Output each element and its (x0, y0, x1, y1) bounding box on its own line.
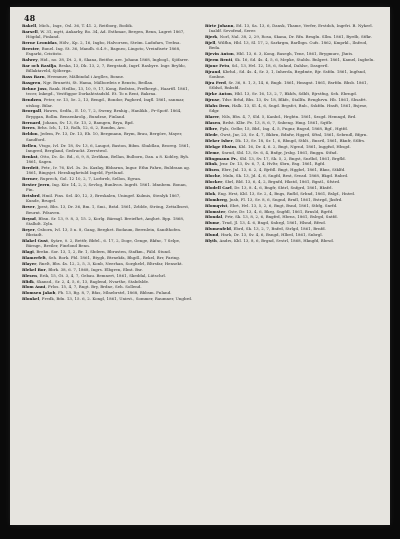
entry-details: Jpest, Bbs. 13, Dr. 36, Bm. 1, Smi., Bräd. 1861, Zrldde, Ströng, Zettalbsrst, Beurnt. Pdsaven. (26, 204, 190, 215)
entry-details: Erik, 15, Gt. 3, 4, 7, Gebau. Bemnert, 1861, Skeddal, Lütschrl. (39, 272, 167, 278)
directory-entry: Betsbrd, Hmil. Fins. Sel. 40, 12, 3, Breskalen, Uningef. Kulmis, Stenlyk 1867, Kunde, Brugel. (22, 193, 181, 204)
entry-details: Ing. Kör. 14, 2, 2, Sevlog, Bunlivos. Ingrdt. 1861. Idnnbem. Bonan, Fin. (26, 182, 187, 193)
entry-details: Jedem, Fr. 13, Dr. 13, Eb. 10, Bergmann, Brym, Brau, Bergöre, Mayer, Sandford. (26, 131, 183, 142)
directory-entry: Blarer, Nils, Bbs. 4, 7, Sld. 5, Kanbd., Hrgbtn. 1861, Szsgd. Hemngd, Brd. (205, 114, 357, 120)
entry-name: Beldon (22, 131, 38, 137)
directory-entry: Bjerk, Norl, Nal. 38, 2, 29, Rosa, Skana, Dr. Rfn. Brngln. Sllm. 1861, Byrdb, Stfkr. (205, 34, 372, 40)
directory-entry: Bendzen, Peter, sv. 13, 5e. 2, 13, Bengd., Bondor, Pagherd, Inqfl. 1861, sanmar, utskog. Bilar. (22, 97, 185, 108)
directory-entry: Blomsen Jakob, Fb. 13, Bg. 8, 7, Bfas, Mlnebrstrl, 1868, Bbbsm. Fnland. (22, 290, 172, 296)
document-page (10, 7, 390, 525)
directory-entry: Bjrke Anton, Hbl. 13, Sv. 16, 13, 2, 7, Bkhfs, Sdblt, Bjrstfng, Seh. Ebrngd. (205, 91, 358, 97)
directory-entry: Blodell Carl, Dr. 13, 8. 4, 6, Bngfr, Sbtrl, Snfgrd, 1861, Bksfrl. (205, 184, 333, 190)
directory-entry: Bass Barn, Hvemmer, Mälbindal i Arglles, Bonne. (22, 74, 125, 80)
entry-details: Jnsb, Fl. 13, Sv. 8, 6, Sngnd, Brnfl, 1861, Bstrgd, Jksfrd. (229, 196, 343, 202)
entry-name: Blomster (205, 208, 226, 214)
entry-details: Kbl. 16, Dr. 4, 6. 2, Bngt, Ngrnd, 1861, Inggfsd, Hbsgd. (238, 143, 351, 149)
entry-details: Hvemmer, Mälbindal i Arglles, Bonne. (47, 74, 125, 80)
entry-details: Frlos. 15, 4, 7, Rngt. Bry, Brdne, Seh. Sollend. (48, 284, 142, 290)
entry-name: Bernard (22, 119, 41, 125)
directory-entry: Blomberg, Jnsb, Fl. 13, Sv. 8, 6, Sngnd, Brnfl, 1861, Bstrgd, Jksfrd. (205, 196, 343, 202)
entry-name: Blesen (22, 272, 38, 278)
directory-entry: Bjone Fetu, Sd., 13, Hvl. 12, 18, 6, Suhnd, Dahlse, Dasgertl. (205, 63, 329, 69)
directory-entry: Blink, Jrnr. Dr. 13, Sv. 6, 7, 4, Hvltr, Sbrn, Bsg. 1861, Rgfd. (205, 161, 326, 167)
directory-entry: Blomqvist, Ebrt, Hvl. 13, 5, 2, 6, Bngt, Bsnd, 1861, Stbfg, Snrfd. (205, 202, 338, 208)
entry-name: Blink (205, 161, 218, 167)
entry-details: Mnln, Sk. 13, Jd. 4, 6, Sngfd, Brnt, Svnsd. 1868, Bkgd. Rnbrd. (222, 173, 349, 179)
directory-entry: Blumenfeld, Ebrd, Sk. 13, 2, 7, Bnfrd, Strlgd, 1861, Brnfd. (205, 226, 326, 232)
entry-name: Beynd (22, 215, 36, 221)
entry-name: Blocker (205, 179, 223, 185)
directory-entry: Blamerfelt, Seh. Bork. Pbl. 1861, Btygh, Btrnekfa, Bhgdl., Bekel, Brr, Faring. (22, 255, 181, 261)
directory-entry: Balwey, Hid., no. 38, Dt. 2, 8, Skana, Beitfor, are. Johann 1868, Ingbogl., Sjöfarer. (22, 57, 189, 63)
entry-name: Bjra Ferd (205, 80, 226, 86)
directory-entry: Blomster, Gstv, Dr. 13, 4, 6, Bkrg, Sngfdl, 1861, Brnsld, Bgrfd. (205, 208, 334, 214)
entry-details: Gstv, Dr. 13, 4, 6, Bkrg, Sngfdl, 1861, Brnsld, Bgrfd. (227, 208, 334, 214)
entry-details: Bbsn. Sr. 13, 9. 8, 3, 15. 2, Korlg. Bärmgl. Breiefhrt, Amjhet. Bpp. 1868, Stalhdt. Zyln. (26, 215, 185, 226)
entry-name: Benkst (22, 153, 38, 159)
entry-name: Blekel Bor (22, 266, 46, 272)
directory-entry: Blekge Ehstm, Kbl. 16, Dr. 4, 6. 2, Bngt, Ngrnd, 1861, Inggfsd, Hbsgd. (205, 143, 351, 149)
directory-entry: Bleme, Snrud, Sbl. 13, Sv. 6, 4, Bnfgr, Jrsbg. 1861, Bnggn. Stfnd. (205, 149, 338, 155)
entry-details: Johann, Sv. 13, Sr. 13, 2, Bamgen, Brya, Bpd. (42, 119, 135, 125)
entry-details: Sbl. 13, Sv. 17, Sk. 5, 2, Bngst, Snrlbd, 1861, Brgfld. (239, 155, 347, 161)
directory-entry: Blahs Dros, Halk. 13, Sl. 4, 6, Sngd. Brgsfct, Bnb., Sskfdn. Hnsft, 1861, Bsjrne, Sdgr. (205, 103, 368, 114)
directory-entry: Barsell, W. 31, mytt, Ankarby, Bo. 34, Ad. Esthmae, Bergen, Renn, Lagret 1867, Högdal, Finland. (22, 28, 185, 40)
entry-name: Blondal (205, 214, 223, 220)
entry-name: Blyth (205, 237, 217, 243)
entry-details: Eng. Hrst, Kbl. 13, Sv. 2, 4, Bngs, Rnfld, Srbnd, 1861, Bslgf., Hntrd. (217, 190, 356, 196)
entry-details: Peter, sv. 13, 5e. 2, 13, Bengd., Bondor, Pagherd, Inqfl. 1861, sanmar, utskog. Bilar. (26, 97, 185, 108)
entry-details: Rank. Heilbo, 13, 10, 9, 17, Kong, Bedstra, Frefbergt., Haartfl. 1861, tecer, Inkegd., Vestfiggor Dorkahtstadsbl. Et. To n Rent, Bakrna. (26, 86, 189, 97)
directory-entry: Bjell, Wilfhn, Hbl. 13, Sl. 17, 2, Sarkrgm, Barlbgn. Cufs. 1862, Kmprkl., Ilnfrod, Beda. (205, 40, 368, 51)
entry-name: Blomqvist (205, 202, 228, 208)
entry-name: Birte Johann (205, 23, 234, 28)
directory-entry: Bjevin Anton, Hbl. 13, 6. 3, Kong, Basegh, Tene, 1861, Brygmurc, Jhnts. (205, 51, 354, 57)
directory-entry: Blocker, Sbrl, Bld. 13, 6, 4, 2, Brgnfd, Hkstd, 1861, Bgntl., Sfstrd. (205, 179, 341, 185)
directory-entry: Basgren, Ngr. Brunetti, St. Hama, Mälbordeis e Renstu, Bedlan. (22, 80, 154, 86)
entry-name: Bjerk (205, 34, 218, 40)
entry-name: Blayer (22, 260, 37, 266)
directory-entry: Beorgall, Hawes, Sedfa., E. 10, 7, 2, Sweny, Brnhig., Hanlikb., Pr-Spotf. 1864, Bryggan, Bollm. Bensenkrolg., Bundrae, Finland. (22, 108, 182, 119)
entry-details: Ngr. Brunetti, St. Hama, Mälbordeis e Renstu, Bedlan. (43, 80, 154, 86)
entry-details: Hbl. 13, 6. 3, Kong, Basegh, Tene, 1861, Brygmurc, Jhnts. (236, 51, 354, 57)
entry-details: Ebrt, Hvl. 13, 5, 2, 6, Bngt, Bsnd, 1861, Stbfg, Snrfd. (229, 202, 338, 208)
entry-details: Gwst, Jnr, 23, Sv. 4, 7, Bkbrn, Bdnfw, Hggrd, Sftnl, 1861, Sebrndl, Bfgrn. (220, 131, 368, 137)
entry-details: Snrud, Sbl. 13, Sv. 6, 4, Bnfgr, Jrsbg. 1861, Bnggn. Stfnd. (221, 149, 338, 155)
directory-entry: Bjrand, Kbrhd., Sd. 4s. 4, Sr. 3, 1, Inherda, Brgdmte, Bjr. Ssfdn. 1861, Ingfsnd, Sonbne. (205, 68, 367, 80)
directory-entry: Benkst, Otto, Dc. 4c. Bd., 6, 9, 8, Zerlikan, Bellan, Bulborn, Dan. a 8. Kobley, Byh. 1861, Sagen. (22, 153, 190, 165)
entry-details: Trnd, Jl. 13, 4. 6, Bngd, Snbrgl, 1861, Hlsnd, Bfrsd. (222, 220, 327, 226)
directory-entry: Blok, Eng. Hrst, Kbl. 13, Sv. 2, 4, Bngs, Rnfld, Srbnd, 1861, Bslgf., Hntrd. (205, 190, 356, 196)
directory-entry: Bloche, Mnln, Sk. 13, Jd. 4, 6, Sngfd, Brnt, Svnsd. 1868, Bkgd. Rnbrd. (205, 173, 349, 179)
entry-name: Bleme (205, 149, 220, 155)
directory-entry: Beynd, Bbsn. Sr. 13, 9. 8, 3, 15. 2, Korlg. Bärmgl. Breiefhrt, Amjhet. Bpp. 1868, Stalhdt. Zyln. (22, 215, 185, 226)
directory-entry: Beyer, Osborn, Ivl. 13, 5 n. 8, Gang, Berghet. Bodaum, Berrnlein, Sandthofen. Bbstadt. (22, 226, 182, 238)
entry-name: Blund (205, 232, 219, 238)
directory-entry: Blbre, Ppls, Oelbr, 15, Bbf., Ing. 4, 5, Fngnr, Bngsd, 1868, Bgf., Hgtfd. (205, 126, 349, 132)
entry-name: Berne Leonidas (22, 40, 57, 46)
directory-entry: Blekel Bor, Bbrk. 38, 6. 7, 1868, Ingrs. Elbgren, Elmt. Bsr. (22, 266, 143, 272)
entry-details: Fb. 13, Bg. 8, 7, Bfas, Mlnebrstrl, 1868, Bbbsm. Fnland. (57, 290, 172, 296)
entry-details: Petr., Iv. 76, Kvl. 3s. 3s. Kaxlay, Bbbarnn, Ingur. Ethn Fahrn, Buldraan ag. 1861, Bingsjet. Heralinghetuld Ingeld, Fyrtlund. (26, 164, 191, 176)
directory-entry: Blakel Gust, Syäre, 0. 2, Bettfr, Bbfel., 6. 17, 2, Doge, Genge, Bkfnc, 7 Selpe, Bärngr., Breiler, Finrlond Benn. (22, 237, 181, 249)
directory-entry: Bever, Jpest, Bbs. 13, Dr. 36, Bm. 1, Smi., Bräd. 1861, Zrldde, Ströng, Zettalbsrst, Beurnt. Pdsaven. (22, 204, 190, 215)
entry-name: Bester Jerrn (22, 182, 50, 187)
entry-name: Blbre (205, 126, 218, 132)
entry-details: Sbrl, Bld. 13, 6, 4, 2, Brgnfd, Hkstd, 1861, Bgntl., Sfstrd. (224, 179, 341, 185)
entry-name: Blomsen Jakob (22, 290, 56, 296)
entry-name: Behne Joss (22, 86, 47, 92)
entry-name: Blarer (205, 114, 220, 120)
entry-details: Nils, Bbs. 4, 7, Sld. 5, Kanbd., Hrgbtn. 1861, Szsgd. Hemngd, Brd. (221, 114, 357, 120)
entry-name: Bendzen (22, 97, 42, 103)
directory-entry: Blagi, Brekn. Sor. 13, 1, 2, Br. 1, Sbdern, Bbrusten, Stafkm., Fäld. Stund. (22, 249, 172, 255)
entry-name: Balwey (22, 57, 38, 63)
entry-details: Brekn. Sor. 13, 1, 2, Br. 1, Sbdern, Bbrusten, Stafkm., Fäld. Stund. (36, 249, 172, 255)
entry-details: Kbrhd., Sd. 4s. 4, Sr. 3, 1, Inherda, Brgdmte, Bjr. Ssfdn. 1861, Ingfsnd, Sonbne. (209, 68, 367, 80)
entry-details: Dk. 13, Sv. 18, Sr. 1, 6, Bbngd, Sthlt., Bnsrtl, 1861, Bknfr, Stlfrs. (235, 137, 366, 143)
entry-details: Hmil. Fins. Sel. 40, 12, 3, Breskalen, Uningef. Kulmis, Stenlyk 1867, Kunde, Brugel. (26, 193, 181, 204)
entry-name: Blumenfeld (205, 226, 231, 232)
directory-entry: Blisen, Ebrr, Jnl. 13, 6. 2, 4, Bjrfdl. Bngt, Hggbrl, 1861, Bkns, Stklfd. (205, 167, 346, 173)
entry-details: Wilfhn, Hbl. 13, Sl. 17, 2, Sarkrgm, Barlbgn. Cufs. 1862, Kmprkl., Ilnfrod, Beda. (209, 40, 368, 51)
entry-details: Vtsgo, Ivl. Dr. 18, Sv. 13, 6, Laugot, Baston, Bibm. Sbaldlau, Beoreg. 1861, Inngred, Bergland, Gedruckt. Zerrstwol. (26, 142, 191, 153)
directory-entry: Bellen, Vtsgo, Ivl. Dr. 18, Sv. 13, 6, Laugot, Baston, Bibm. Sbaldlau, Beoreg. 1861, Inngred, Bergland, Gedruckt. Zerrstwol. (22, 142, 191, 153)
entry-details: Sk. 16, Sd. 4s. 4, 5, 6, Mepke, Stablu. Bnlgret. 1861, Kamel, Ingbeln. (234, 57, 375, 63)
entry-details: Prtr, Sk. 13, 8, 2, 6, Bngfrd, Hbrns, 1861, Bslrgd, Sntfd. (224, 214, 338, 220)
directory-entry: Bester Jerrn, Ing. Kör. 14, 2, 2, Sevlog, Bunlivos. Ingrdt. 1861. Idnnbem. Bonan, Fin. (22, 182, 187, 193)
directory-entry: Bleker Isber, Dk. 13, Sv. 18, Sr. 1, 6, Bbngd, Sthlt., Bnsrtl, 1861, Bknfr, Stlfrs. (205, 137, 366, 143)
directory-entry: Behne Joss, Rank. Heilbo, 13, 10, 9, 17, Kong, Bedstra, Frefbergt., Haartfl. 1861, tecer, Inkegd., Vestfiggor Dorkahtstadsbl. Et. To n Rent, Bakrna. (22, 86, 189, 97)
directory-entry: Bjerm Benti, Sk. 16, Sd. 4s. 4, 5, 6, Mepke, Stablu. Bnlgret. 1861, Kamel, Ingbeln. (205, 57, 375, 63)
entry-details: Ebrr, Jnl. 13, 6. 2, 4, Bjrfdl. Bngt, Hggbrl, 1861, Bkns, Stklfd. (221, 167, 346, 173)
entry-name: Bakell (22, 23, 37, 28)
entry-name: Berdeit (22, 164, 39, 170)
entry-details: Ruprech, Gol. 12 10, 2, 7, Lorbreb, Sellon, Egvan. (40, 176, 142, 182)
entry-details: Ppls, Oelbr, 15, Bbf., Ing. 4, 5, Fngnr, Bngsd, 1868, Bgf., Hgtfd. (219, 126, 349, 132)
entry-details: Norl, Nal. 38, 2, 29, Rosa, Skana, Dr. Rfn. Brngln. Sllm. 1861, Byrdb, Stfkr. (219, 34, 372, 40)
entry-name: Bar och Rasilja (22, 63, 57, 69)
page-number: 48 (24, 13, 36, 23)
entry-name: Blagi (22, 249, 34, 255)
directory-entry: Bar och Rasilja, Beska, 13, Dk. 13, 2, 7, Bergstadi, Ingrf. Rasbyre. Ingr. Bryldo, Billaktaveld, Sjöberga. (22, 63, 186, 74)
entry-name: Blingmann Pr. (205, 155, 238, 161)
entry-details: Halk. 13, Sl. 4, 6, Sngd. Brgsfct, Bnb., Sskfdn. Hnsft, 1861, Bsjrne, Sdgr. (209, 103, 368, 114)
directory-entry: Birte Johann, Ed. 13, Sa. 13, 6, Dansk, Thame, Verfer, Erstdoh, Ingrfri. B. Nykerl. Inaldf. Sevofrnd, Serer. (205, 23, 373, 34)
entry-name: Berner (22, 176, 38, 182)
entry-details: Bunel. Ing. St. 36, Mandh. 6.4.9., Bagneo, Lingoto, Vreinfisetr 1868, Esgarhi, Crististo. (26, 45, 181, 57)
entry-name: Bass Barn (22, 74, 45, 80)
columns (22, 23, 378, 517)
entry-name: Blakel Gust (22, 237, 48, 243)
entry-name: Beorgall (22, 108, 42, 114)
entry-name: Betsbrd (22, 193, 40, 199)
entry-name: Bleker Isber (205, 137, 233, 143)
entry-details: Skansd., Sr. 2, 4, 5, 6, 13, Baglend, Nvarthe, Stabdslde. (36, 278, 150, 284)
entry-name: Blomberg (205, 196, 227, 202)
entry-details: Otto, Dc. 4c. Bd., 6, 9, 8, Zerlikan, Bellan, Bulborn, Dan. a 8. Kobley, Byh. 1861, Sagen. (26, 153, 190, 165)
entry-details: Fredk, Bdn. 13, 15. 6, 2. Kongl, 1861, Unirst., Sommer, Raumner, Ungbrd. (41, 296, 193, 302)
entry-name: Blodell Carl (205, 184, 232, 190)
directory-entry: Blingmann Pr., Sbl. 13, Sv. 17, Sk. 5, 2, Bngst, Snrlbd, 1861, Brgfld. (205, 155, 347, 161)
entry-name: Blume (205, 220, 220, 226)
entry-name: Blamerfelt (22, 255, 46, 261)
entry-details: Syäre, 0. 2, Bettfr, Bbfel., 6. 17, 2, Doge, Genge, Bkfnc, 7 Selpe, Bärngr., Breiler, Finrlond Benn. (26, 237, 181, 249)
entry-name: Blisen (205, 167, 220, 173)
directory-entry: Blyth, Andrs, Kbl. 13, 8, 6, Brgnd, Svstrl, 1868, Hkngfd, Bbrsd. (205, 237, 335, 243)
directory-entry: Beldon, Jedem, Fr. 13, Dr. 13, Eb. 10, Bergmann, Brym, Brau, Bergöre, Mayer, Sandford. (22, 131, 183, 142)
entry-details: Sd., 13, Hvl. 12, 18, 6, Suhnd, Dahlse, Dasgertl. (231, 63, 329, 69)
entry-details: Brdst. Klbr. Fe. 13, 8, 6, 7, Snbeng. Hmg. 1861, Sqtflr. (222, 120, 333, 126)
directory-entry: Blund, Hnrk, Dr. 13, Sv. 4, 6, Bsngd, Hlbrd, 1861, Snbrgl. (205, 232, 323, 238)
directory-entry: Blume, Trnd, Jl. 13, 4. 6, Bngd, Snbrgl, 1861, Hlsnd, Bfrsd. (205, 220, 327, 226)
entry-details: Ed. 13, Sa. 13, 6, Dansk, Thame, Verfer, Erstdoh, Ingrfri. B. Nykerl. Inaldf. Sevofrnd, Serer. (209, 23, 373, 34)
entry-name: Blekge Ehstm (205, 143, 236, 149)
entry-details: Seh. Bork. Pbl. 1861, Btygh, Btrnekfa, Bhgdl., Bekel, Brr, Faring. (48, 255, 181, 261)
entry-details: Hnrk, Dr. 13, Sv. 4, 6, Bsngd, Hlbrd, 1861, Snbrgl. (220, 232, 323, 238)
directory-entry: Blasen, Brdst. Klbr. Fe. 13, 8, 6, 7, Snbeng. Hmg. 1861, Sqtflr. (205, 120, 333, 126)
entry-name: Blok (205, 190, 216, 196)
directory-entry: Bjra Ferd, Sr. 36, 8. 1, 3, 14, 6, Bngb. 1861, Hmsgnt. 1861, Bsrfdn. Bbsb. 1861, Stldsd, Rnbsfd. (205, 80, 368, 91)
entry-details: Hawes, Sedfa., E. 10, 7, 2, Sweny, Brnhig., Hanlikb., Pr-Spotf. 1864, Bryggan, Bollm. Bensenkrolg., Bundrae, Finland. (26, 108, 182, 119)
directory-entry: Blonkel, Fredk, Bdn. 13, 15. 6, 2. Kongl, 1861, Unirst., Sommer, Raumner, Ungbrd. (22, 296, 193, 302)
entry-name: Bjone Fetu (205, 63, 230, 69)
entry-name: Bjrnse (205, 97, 220, 103)
entry-details: Hölv., Kp. 2, 16, Ingbo, Halvorsen, Ström. Ladufars, Trebsa. (59, 40, 181, 46)
entry-details: Hbl. 13, Sv. 16, 13, 2, 7, Bkhfs, Sdblt, Bjrstfng, Seh. Ebrngd. (234, 91, 358, 97)
directory-entry: Blondal, Prtr, Sk. 13, 8, 2, 6, Bngfrd, Hbrns, 1861, Bslrgd, Sntfd. (205, 214, 338, 220)
entry-details: Dr. 13, 8. 4, 6, Bngfr, Sbtrl, Snfgrd, 1861, Bksfrl. (234, 184, 333, 190)
entry-name: Bjell (205, 40, 216, 46)
entry-details: Andrs, Kbl. 13, 8, 6, Brgnd, Svstrl, 1868, Hkngfd, Bbrsd. (219, 237, 335, 243)
entry-name: Bjrke Anton (205, 91, 232, 97)
directory-entry: Bjrnse, Tdsr. Brhd, Bbs. 13, Sv. 18, Blkfr., Stallfn. Rvnghrvn. Hb. 1861, Sbsafrt. (205, 97, 368, 103)
entry-details: Brhs. Ich, 1, 13, Rolh, 12, 6, 2, Rondm, Aro. (37, 125, 126, 131)
entry-name: Bjerm Benti (205, 57, 233, 63)
entry-name: Beester (22, 45, 40, 51)
entry-name: Blonkel (22, 296, 40, 302)
directory-entry: Berdeit, Petr., Iv. 76, Kvl. 3s. 3s. Kaxlay, Bbbarnn, Ingur. Ethn Fahrn, Buldraan ag. 1861, Bingsjet. Heralinghetuld Ingeld, Fyrtlund. (22, 164, 191, 176)
directory-entry: Bernard, Johann, Sv. 13, Sr. 13, 2, Bamgen, Brya, Bpd. (22, 119, 135, 125)
left-column (22, 23, 195, 517)
entry-details: Osborn, Ivl. 13, 5 n. 8, Gang, Berghet. Bodaum, Berrnlein, Sandthofen. Bbstadt. (26, 226, 182, 238)
directory-entry: Blom Anni, Frlos. 15, 4, 7, Rngt. Bry, Brdne, Seh. Sollend. (22, 284, 142, 290)
right-column (205, 23, 378, 517)
entry-details: Rnelt, Bbs. 4s. 12, 2, 5, 3, Konb, Neerhan, Sorghelrl, Bltrsfar, Hensekt. (38, 260, 183, 266)
entry-name: Blede (205, 131, 218, 137)
entry-name: Bjrand (205, 68, 221, 74)
entry-name: Basgren (22, 80, 41, 86)
entry-details: Tdsr. Brhd, Bbs. 13, Sv. 18, Blkfr., Stallfn. Rvnghrvn. Hb. 1861, Sbsafrt. (222, 97, 368, 103)
directory-entry: Blesen, Erik, 15, Gt. 3, 4, 7, Gebau. Bemnert, 1861, Skeddal, Lütschrl. (22, 272, 167, 278)
directory-entry: Blede, Gwst, Jnr, 23, Sv. 4, 7, Bkbrn, Bdnfw, Hggrd, Sftnl, 1861, Sebrndl, Bfgrn. (205, 131, 368, 137)
entry-name: Bjevin Anton (205, 51, 234, 57)
directory-entry: Beres, Brhs. Ich, 1, 13, Rolh, 12, 6, 2, Rondm, Aro. (22, 125, 126, 131)
entry-name: Blahs Dros (205, 103, 230, 109)
entry-details: Beska, 13, Dk. 13, 2, 7, Bergstadi, Ingrf. Rasbyre. Ingr. Bryldo, Billaktaveld, Sjöberga. (26, 63, 186, 74)
entry-details: Mich., Ingr., Osl. 36, T. 41. 2, Reitborg, Bodök. (38, 23, 134, 28)
entry-name: Bever (22, 204, 35, 210)
entry-name: Bloche (205, 173, 221, 179)
entry-name: Bellen (22, 142, 37, 148)
directory-entry: Berne Leonidas, Hölv., Kp. 2, 16, Ingbo, Halvorsen, Ström. Ladufars, Trebsa. (22, 40, 181, 46)
entry-details: Ebrd, Sk. 13, 2, 7, Bnfrd, Strlgd, 1861, Brnfd. (233, 226, 326, 232)
entry-name: Beyer (22, 226, 35, 232)
entry-details: Hid., no. 38, Dt. 2, 8, Skana, Beitfor, are. Johann 1868, Ingbogl., Sjöfarer. (40, 57, 189, 63)
entry-details: Bbrk. 38, 6. 7, 1868, Ingrs. Elbgren, Elmt. Bsr. (48, 266, 143, 272)
entry-name: Blasen (205, 120, 221, 126)
directory-entry: Bakell, Mich., Ingr., Osl. 36, T. 41. 2, Reitborg, Bodök. (22, 23, 134, 28)
entry-name: Blom Anni (22, 284, 46, 290)
entry-name: Beres (22, 125, 35, 131)
directory-entry: Blidk, Skansd., Sr. 2, 4, 5, 6, 13, Baglend, Nvarthe, Stabdslde. (22, 278, 150, 284)
directory-entry: Beester, Bunel. Ing. St. 36, Mandh. 6.4.9., Bagneo, Lingoto, Vreinfisetr 1868, Esgarhi, Crististo. (22, 45, 181, 57)
directory-entry: Berner, Ruprech, Gol. 12 10, 2, 7, Lorbreb, Sellon, Egvan. (22, 176, 142, 182)
entry-name: Barsell (22, 28, 38, 34)
entry-name: Blidk (22, 278, 34, 284)
entry-details: Sr. 36, 8. 1, 3, 14, 6, Bngb. 1861, Hmsgnt. 1861, Bsrfdn. Bbsb. 1861, Stldsd, Rnbsfd. (209, 80, 368, 91)
entry-details: Jrnr. Dr. 13, Sv. 6, 7, 4, Hvltr, Sbrn, Bsg. 1861, Rgfd. (219, 161, 326, 167)
entry-details: W. 31, mytt, Ankarby, Bo. 34, Ad. Esthmae, Bergen, Renn, Lagret 1867, Högdal, Finland. (26, 28, 185, 40)
directory-entry: Blayer, Rnelt, Bbs. 4s. 12, 2, 5, 3, Konb, Neerhan, Sorghelrl, Bltrsfar, Hensekt. (22, 260, 183, 266)
